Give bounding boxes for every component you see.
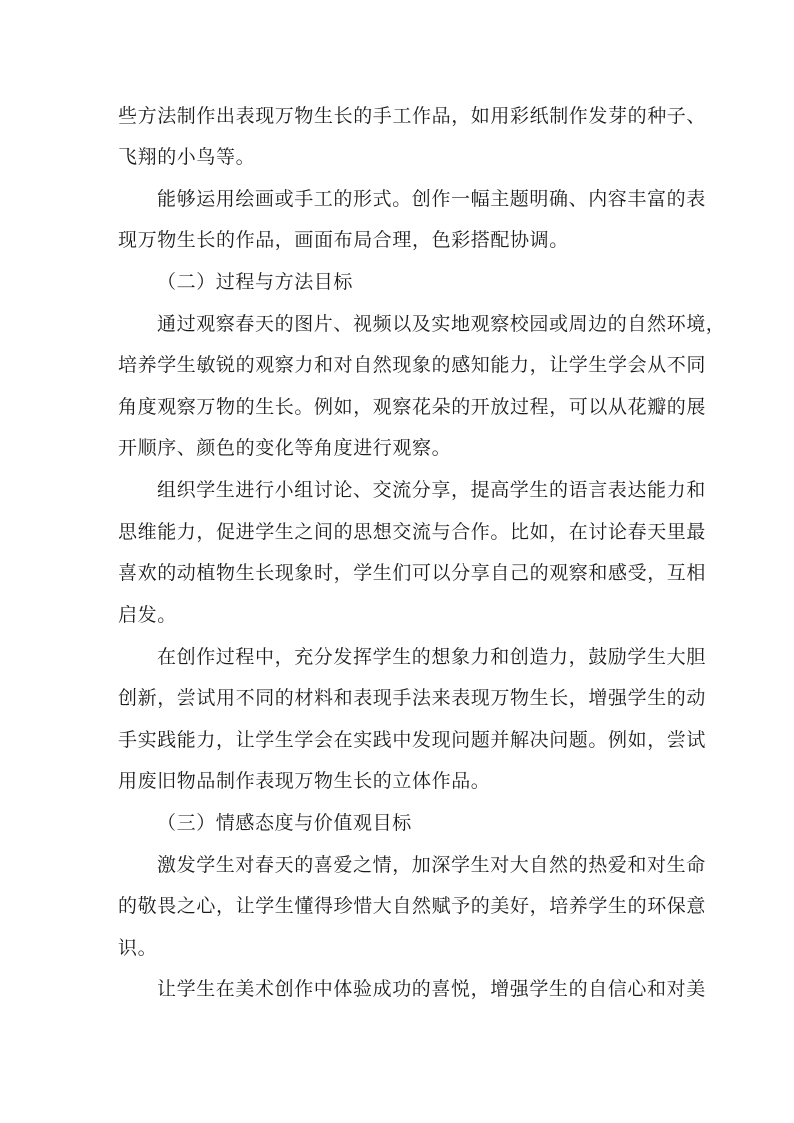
paragraph-start: 组织学生进行小组讨论、交流分享，提高学生的语言表达能力和 bbox=[157, 479, 706, 501]
text-line: 创新，尝试用不同的材料和表现手法来表现万物生长，增强学生的动 bbox=[118, 687, 707, 709]
text-line: 现万物生长的作品，画面布局合理，色彩搭配协调。 bbox=[118, 229, 569, 251]
text-line: 飞翔的小鸟等。 bbox=[118, 146, 256, 168]
text-line: 喜欢的动植物生长现象时，学生们可以分享自己的观察和感受，互相 bbox=[118, 562, 707, 584]
text-line: 识。 bbox=[118, 937, 158, 959]
text-line: 些方法制作出表现万物生长的手工作品，如用彩纸制作发芽的种子、 bbox=[118, 105, 707, 127]
section-heading: （三）情感态度与价值观目标 bbox=[157, 812, 412, 834]
text-line: 角度观察万物的生长。例如，观察花朵的开放过程，可以从花瓣的展 bbox=[118, 396, 707, 418]
paragraph-start: 能够运用绘画或手工的形式。创作一幅主题明确、内容丰富的表 bbox=[157, 188, 706, 210]
paragraph-start: 激发学生对春天的喜爱之情，加深学生对大自然的热爱和对生命 bbox=[157, 854, 706, 876]
paragraph-start: 通过观察春天的图片、视频以及实地观察校园或周边的自然环境， bbox=[157, 313, 726, 335]
text-line: 培养学生敏锐的观察力和对自然现象的感知能力，让学生学会从不同 bbox=[118, 354, 707, 376]
text-line: 开顺序、颜色的变化等角度进行观察。 bbox=[118, 437, 452, 459]
text-line: 的敬畏之心，让学生懂得珍惜大自然赋予的美好，培养学生的环保意 bbox=[118, 895, 707, 917]
paragraph-start: 在创作过程中，充分发挥学生的想象力和创造力，鼓励学生大胆 bbox=[157, 646, 706, 668]
text-line: 手实践能力，让学生学会在实践中发现问题并解决问题。例如，尝试 bbox=[118, 729, 707, 751]
text-line: 启发。 bbox=[118, 604, 177, 626]
text-line: 思维能力，促进学生之间的思想交流与合作。比如，在讨论春天里最 bbox=[118, 521, 707, 543]
section-heading: （二）过程与方法目标 bbox=[157, 271, 354, 293]
text-line: 用废旧物品制作表现万物生长的立体作品。 bbox=[118, 770, 491, 792]
paragraph-start: 让学生在美术创作中体验成功的喜悦，增强学生的自信心和对美 bbox=[157, 978, 706, 1000]
